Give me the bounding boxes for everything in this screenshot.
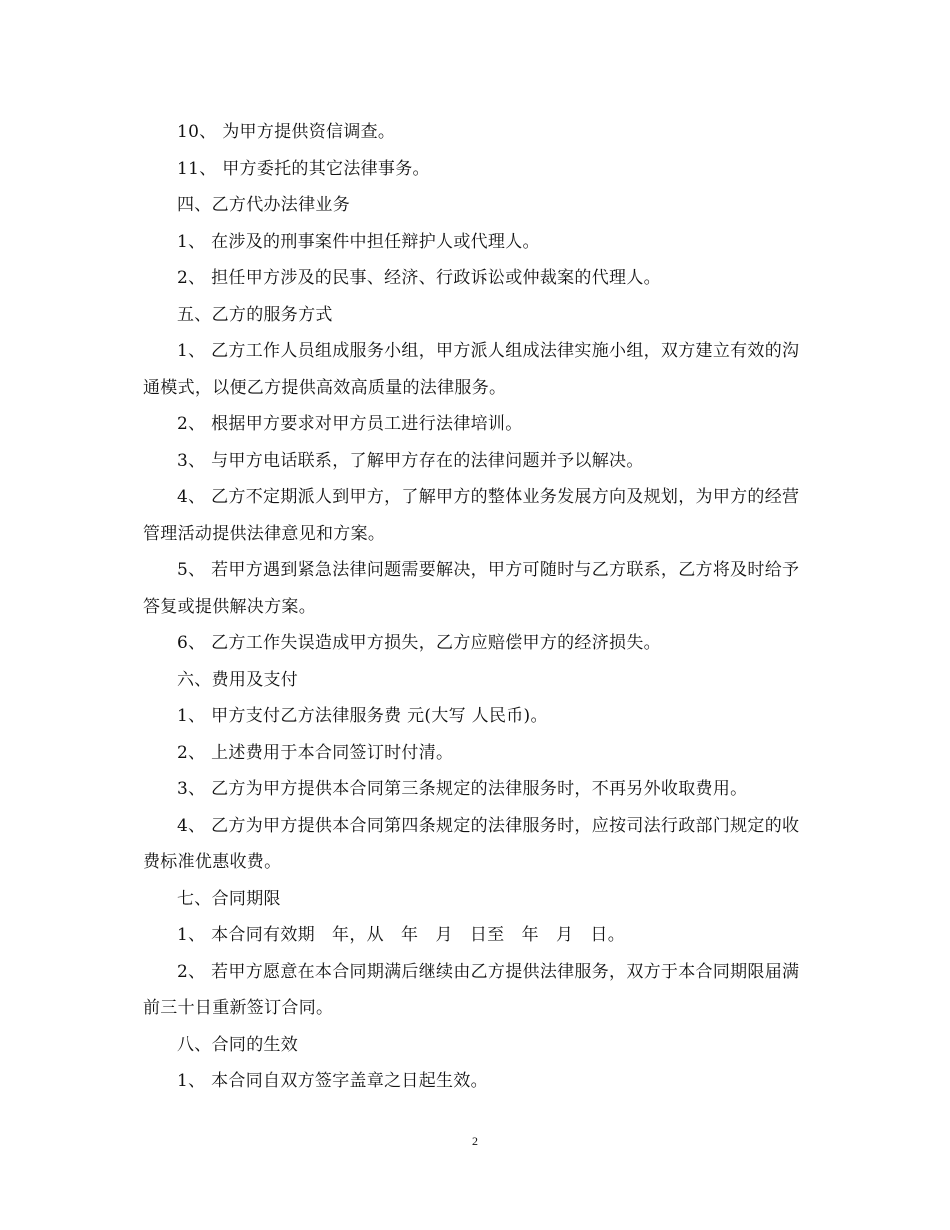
paragraph: 3、 与甲方电话联系，了解甲方存在的法律问题并予以解决。 xyxy=(177,450,644,471)
paragraph: 1、 本合同有效期 年，从 年 月 日至 年 月 日。 xyxy=(177,925,625,945)
section-heading: 四、乙方代办法律业务 xyxy=(177,195,350,215)
paragraph: 1、 甲方支付乙方法律服务费 元(大写 人民币)。 xyxy=(177,706,548,726)
paragraph: 3、 乙方为甲方提供本合同第三条规定的法律服务时，不再另外收取费用。 xyxy=(177,779,748,799)
paragraph: 2、 担任甲方涉及的民事、经济、行政诉讼或仲裁案的代理人。 xyxy=(177,268,661,288)
paragraph: 10、 为甲方提供资信调查。 xyxy=(177,122,396,142)
document-body xyxy=(143,114,807,1100)
page-number: 2 xyxy=(472,1134,478,1148)
paragraph: 5、 若甲方遇到紧急法律问题需要解决，甲方可随时与乙方联系，乙方将及时给予答复或提供解决方案。 xyxy=(143,560,800,617)
section-heading: 八、合同的生效 xyxy=(177,1034,299,1055)
paragraph: 2、 若甲方愿意在本合同期满后继续由乙方提供法律服务，双方于本合同期限届满前三十日重新签订合同。 xyxy=(143,961,800,1018)
section-heading: 五、乙方的服务方式 xyxy=(177,304,333,325)
paragraph: 1、 乙方工作人员组成服务小组，甲方派人组成法律实施小组，双方建立有效的沟通模式，以便乙方提供高效高质量的法律服务。 xyxy=(143,341,800,398)
paragraph: 6、 乙方工作失误造成甲方损失，乙方应赔偿甲方的经济损失。 xyxy=(177,633,661,653)
section-heading: 七、合同期限 xyxy=(177,888,281,909)
paragraph: 1、 本合同自双方签字盖章之日起生效。 xyxy=(177,1071,488,1091)
paragraph: 4、 乙方不定期派人到甲方，了解甲方的整体业务发展方向及规划，为甲方的经营管理活动提供法律意见和方案。 xyxy=(143,487,800,544)
paragraph: 4、 乙方为甲方提供本合同第四条规定的法律服务时，应按司法行政部门规定的收费标准优惠收费。 xyxy=(143,815,800,872)
section-heading: 六、费用及支付 xyxy=(177,669,299,690)
paragraph: 11、 甲方委托的其它法律事务。 xyxy=(177,158,430,179)
paragraph: 2、 上述费用于本合同签订时付清。 xyxy=(177,742,454,763)
paragraph: 2、 根据甲方要求对甲方员工进行法律培训。 xyxy=(177,414,523,434)
paragraph: 1、 在涉及的刑事案件中担任辩护人或代理人。 xyxy=(177,231,540,252)
